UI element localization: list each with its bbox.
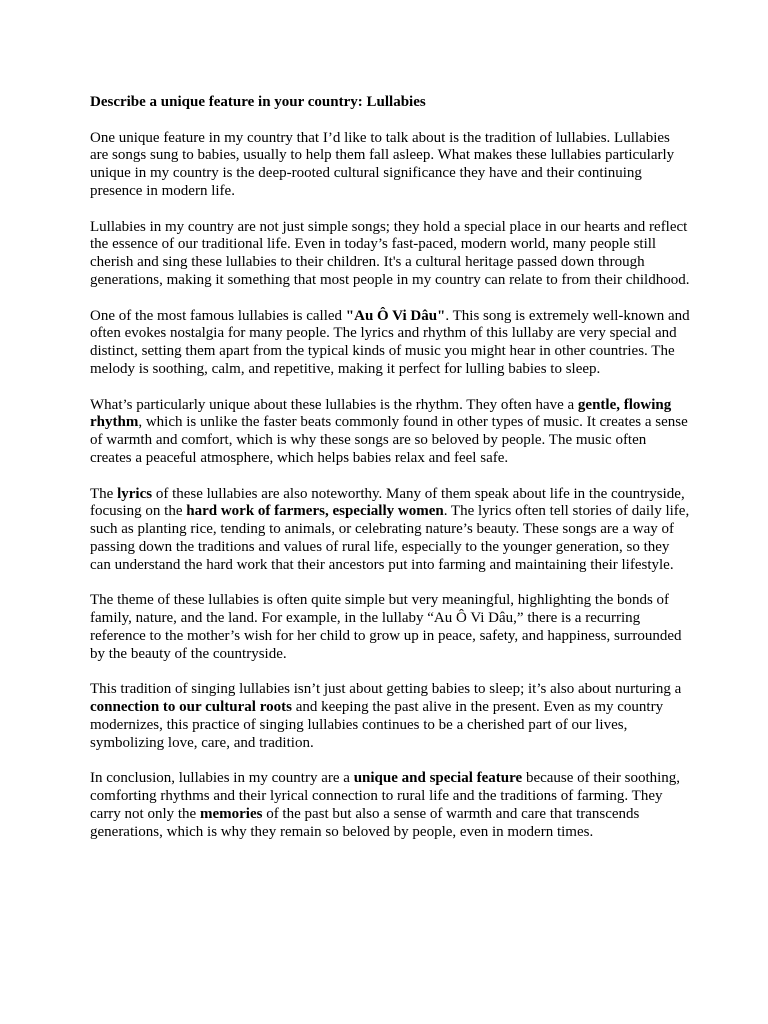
paragraph xyxy=(90,397,690,468)
text-run: Lullabies in my country are not just simple songs; they hold a special place in our hearts and reflect the essence of our traditional life. Even in today’s fast-paced, modern world, many people still cherish and sing these lullabies to their children. It's a cultural heritage passed down through generations, making it something that most people in my country can relate to from their childhood. xyxy=(90,218,690,288)
paragraph xyxy=(90,592,690,663)
paragraph xyxy=(90,486,690,575)
paragraph-list xyxy=(90,130,690,842)
bold-text-run: lyrics xyxy=(117,485,153,502)
text-run: . This song is extremely well-known and often evokes nostalgia for many people. The lyrics and rhythm of this lullaby are very special and distinct, setting them apart from the typical kinds of music you might hear in other countries. The melody is soothing, calm, and repetitive, making it perfect for lulling babies to sleep. xyxy=(90,307,690,377)
bold-text-run: gentle, flowing rhythm xyxy=(90,396,672,431)
text-run: , which is unlike the faster beats commonly found in other types of music. It creates a sense of warmth and comfort, which is why these songs are so beloved by people. The music often creates a peaceful atmosphere, which helps babies relax and feel safe. xyxy=(90,414,688,466)
bold-text-run: hard work of farmers, especially women xyxy=(186,503,444,520)
bold-text-run: unique and special feature xyxy=(353,770,523,787)
bold-text-run: memories xyxy=(199,805,263,822)
text-run: One unique feature in my country that I’d like to talk about is the tradition of lullabies. Lullabies are songs sung to babies, usually to help them fall asleep. What makes these lullabies particularly unique in my country is the deep-rooted cultural significance they have and their continuing presence in modern life. xyxy=(90,129,675,199)
text-run: and keeping the past alive in the present. Even as my country modernizes, this practice of singing lullabies continues to be a cherished part of our lives, symbolizing love, care, and tradition. xyxy=(90,699,664,751)
paragraph xyxy=(90,681,690,752)
paragraph xyxy=(90,219,690,290)
text-run: . The lyrics often tell stories of daily life, such as planting rice, tending to animals, or celebrating nature’s beauty. These songs are a way of passing down the traditions and values of rural life, especially to the younger generation, so they can understand the hard work that their ancestors put into farming and maintaining their lifestyle. xyxy=(90,503,690,573)
bold-text-run: "Au Ô Vi Dâu" xyxy=(345,307,446,324)
text-run: This tradition of singing lullabies isn’t just about getting babies to sleep; it’s also about nurturing a xyxy=(90,681,682,698)
text-run: The theme of these lullabies is often quite simple but very meaningful, highlighting the bonds of family, nature, and the land. For example, in the lullaby “Au Ô Vi Dâu,” there is a recurring reference to the mother’s wish for her child to grow up in peace, safety, and happiness, surrounded by the beauty of the countryside. xyxy=(90,592,682,662)
text-run: In conclusion, lullabies in my country are a xyxy=(90,770,354,787)
document-body xyxy=(90,94,690,859)
text-run: The xyxy=(90,485,118,502)
text-run: of these lullabies are also noteworthy. Many of them speak about life in the countryside, focusing on the xyxy=(90,485,685,520)
paragraph xyxy=(90,130,690,201)
text-run: of the past but also a sense of warmth and care that transcends generations, which is why they remain so beloved by people, even in modern times. xyxy=(90,805,640,840)
text-run: because of their soothing, comforting rhythms and their lyrical connection to rural life and the traditions of farming. They carry not only the xyxy=(90,770,681,822)
bold-text-run: connection to our cultural roots xyxy=(90,699,292,716)
document-title: Describe a unique feature in your country: Lullabies xyxy=(90,94,426,110)
text-run: One of the most famous lullabies is called xyxy=(90,307,346,324)
text-run: What’s particularly unique about these lullabies is the rhythm. They often have a xyxy=(90,396,578,413)
paragraph xyxy=(90,770,690,841)
paragraph xyxy=(90,308,690,379)
